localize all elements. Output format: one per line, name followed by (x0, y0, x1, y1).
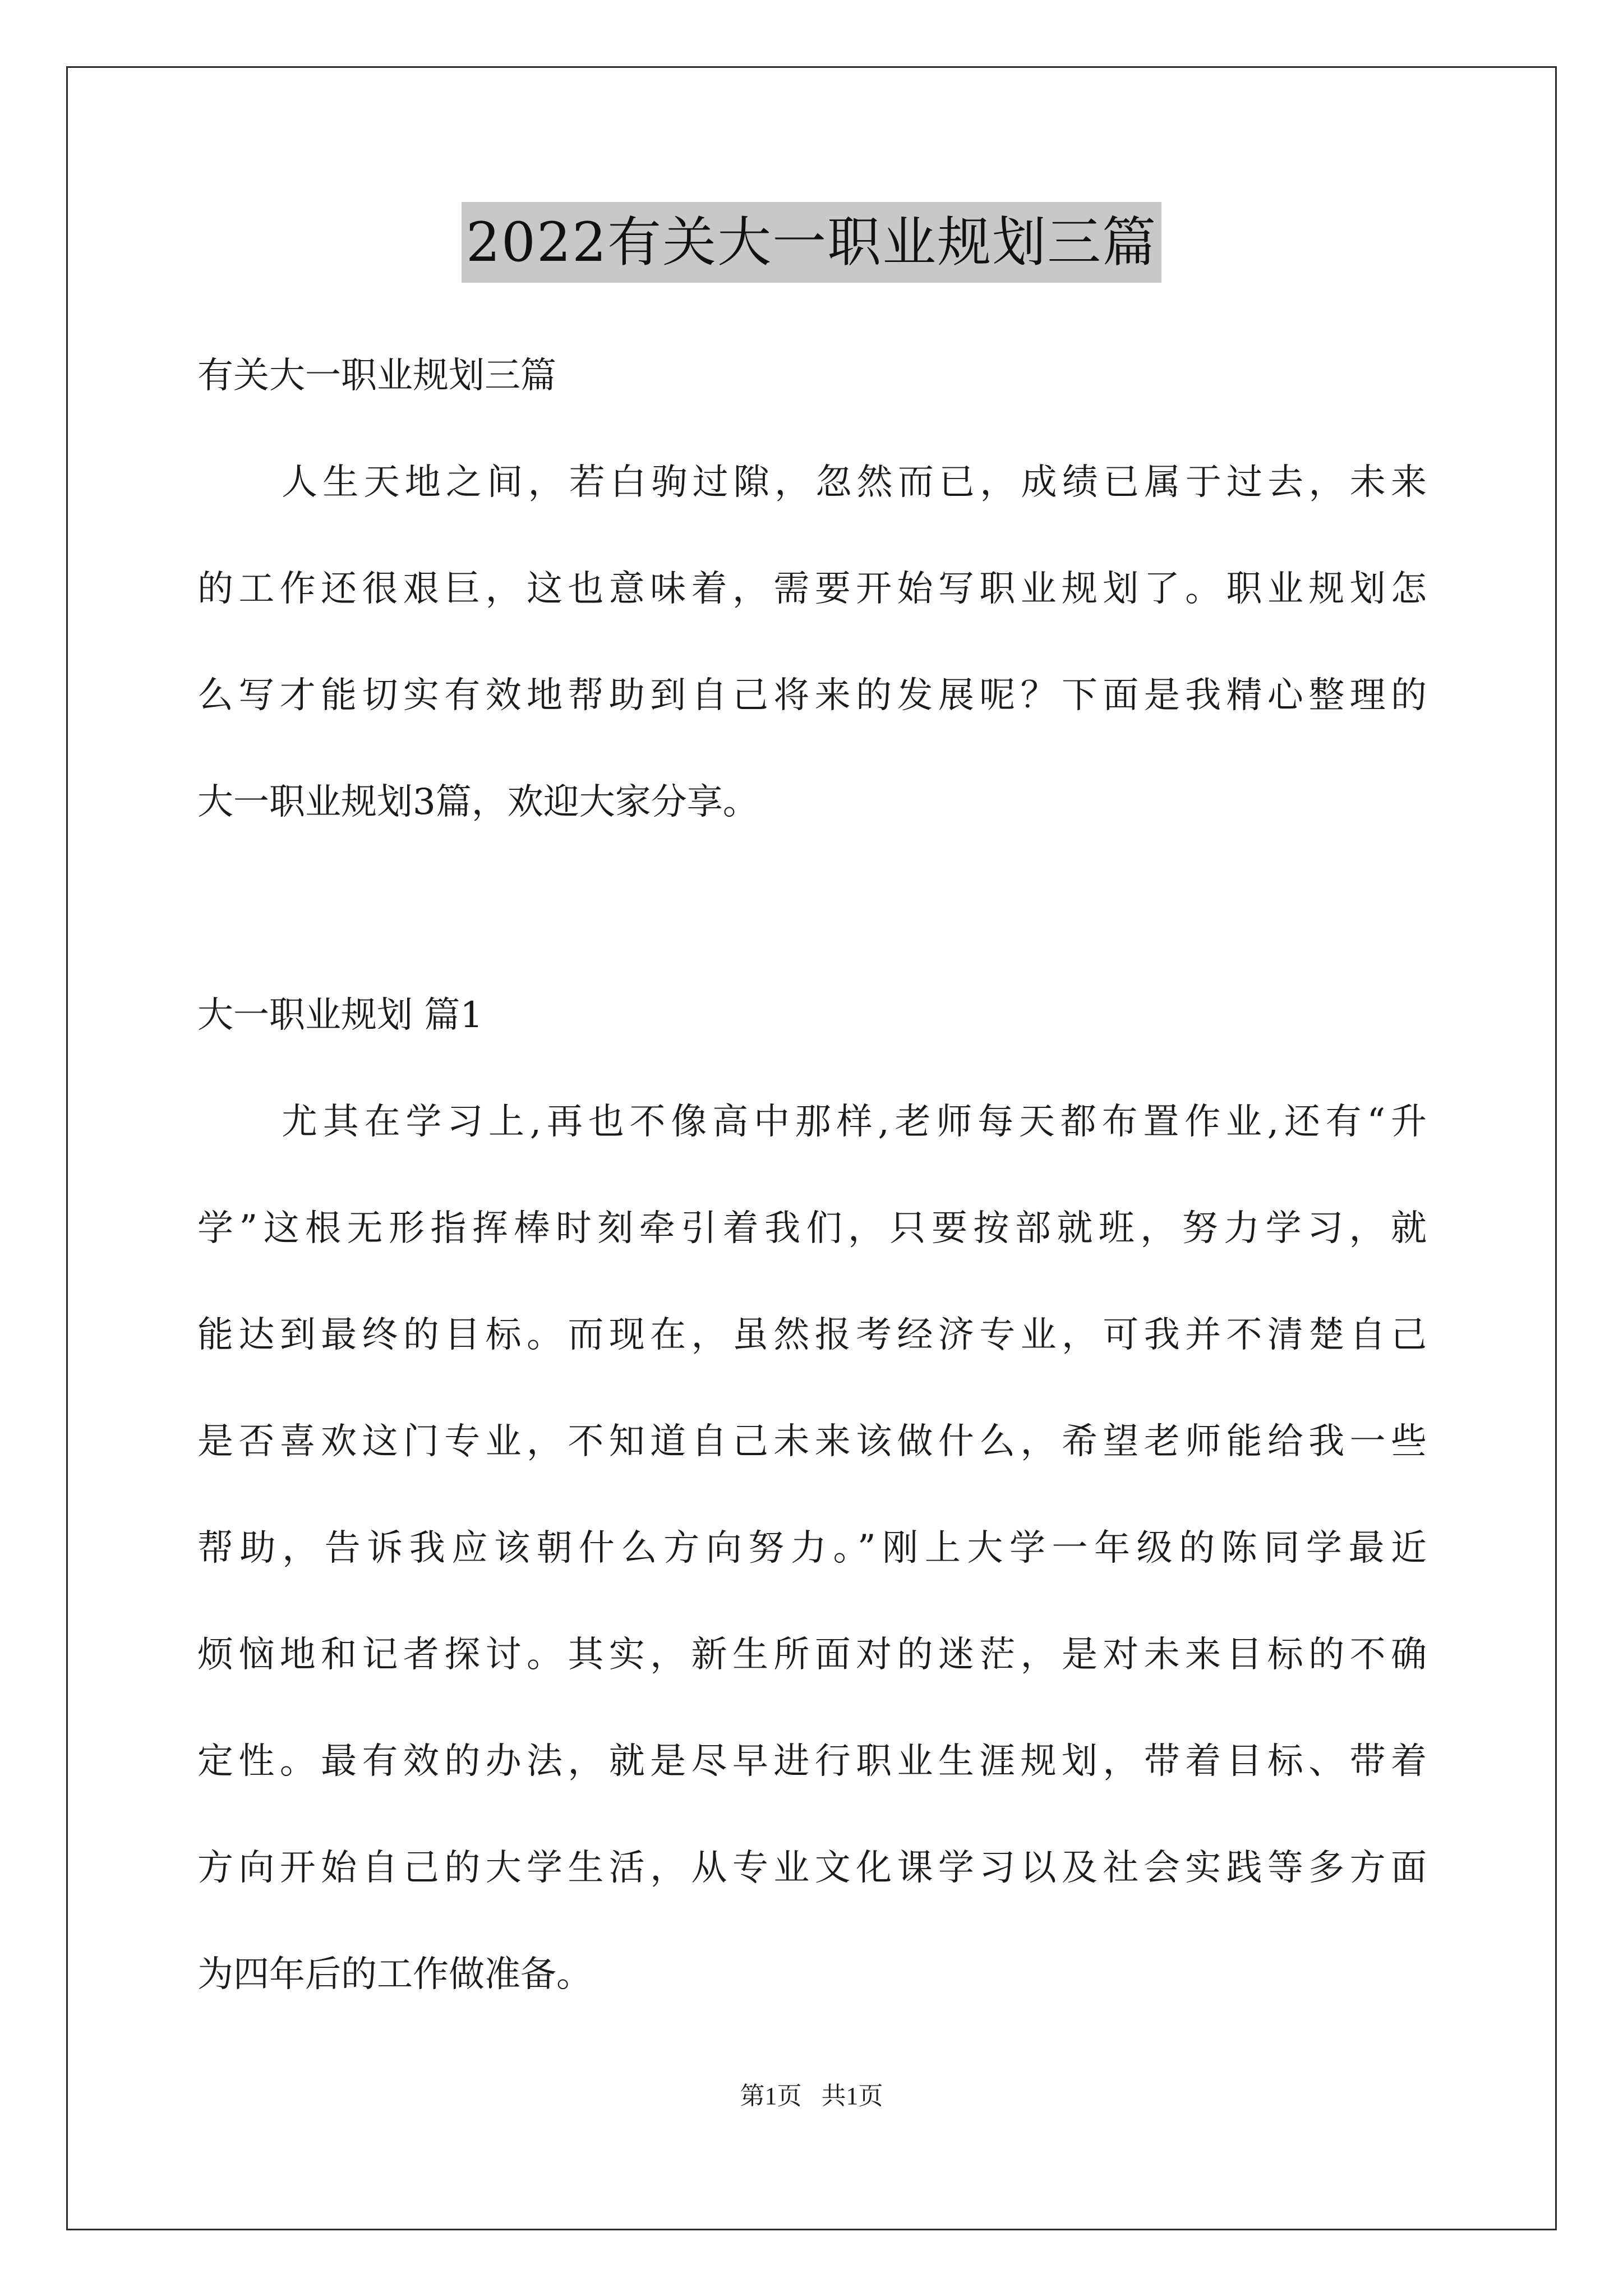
intro-line: 大一职业规划3篇，欢迎大家分享。 (197, 781, 759, 823)
document-title: 2022有关大一职业规划三篇 (462, 202, 1161, 283)
document-subtitle: 有关大一职业规划三篇 (197, 355, 556, 397)
section-line: 是否喜欢这门专业，不知道自己未来该做什么，希望老师能给我一些 (197, 1421, 1427, 1462)
intro-line: 么写才能切实有效地帮助到自己将来的发展呢？下面是我精心整理的 (197, 675, 1427, 716)
section-line: 尤其在学习上,再也不像高中那样,老师每天都布置作业,还有“升 (282, 1101, 1427, 1143)
intro-line: 人生天地之间，若白驹过隙，忽然而已，成绩已属于过去，未来 (282, 462, 1427, 503)
section-line: 烦恼地和记者探讨。其实，新生所面对的迷茫，是对未来目标的不确 (197, 1634, 1427, 1676)
page-footer (0, 2076, 1623, 2111)
section-line: 定性。最有效的办法，就是尽早进行职业生涯规划，带着目标、带着 (197, 1741, 1427, 1782)
page-number-current: 第1页 (740, 2082, 802, 2110)
title-container (0, 202, 1623, 283)
page-number-total: 共1页 (821, 2082, 883, 2110)
section-line: 方向开始自己的大学生活，从专业文化课学习以及社会实践等多方面 (197, 1847, 1427, 1889)
intro-line: 的工作还很艰巨，这也意味着，需要开始写职业规划了。职业规划怎 (197, 568, 1427, 610)
section-line: 能达到最终的目标。而现在，虽然报考经济专业，可我并不清楚自己 (197, 1314, 1427, 1356)
section-line: 为四年后的工作做准备。 (197, 1954, 592, 1995)
section-line: 学”这根无形指挥棒时刻牵引着我们，只要按部就班，努力学习，就 (197, 1208, 1427, 1249)
section-heading: 大一职业规划 篇1 (197, 995, 483, 1036)
section-line: 帮助，告诉我应该朝什么方向努力。”刚上大学一年级的陈同学最近 (197, 1527, 1427, 1569)
